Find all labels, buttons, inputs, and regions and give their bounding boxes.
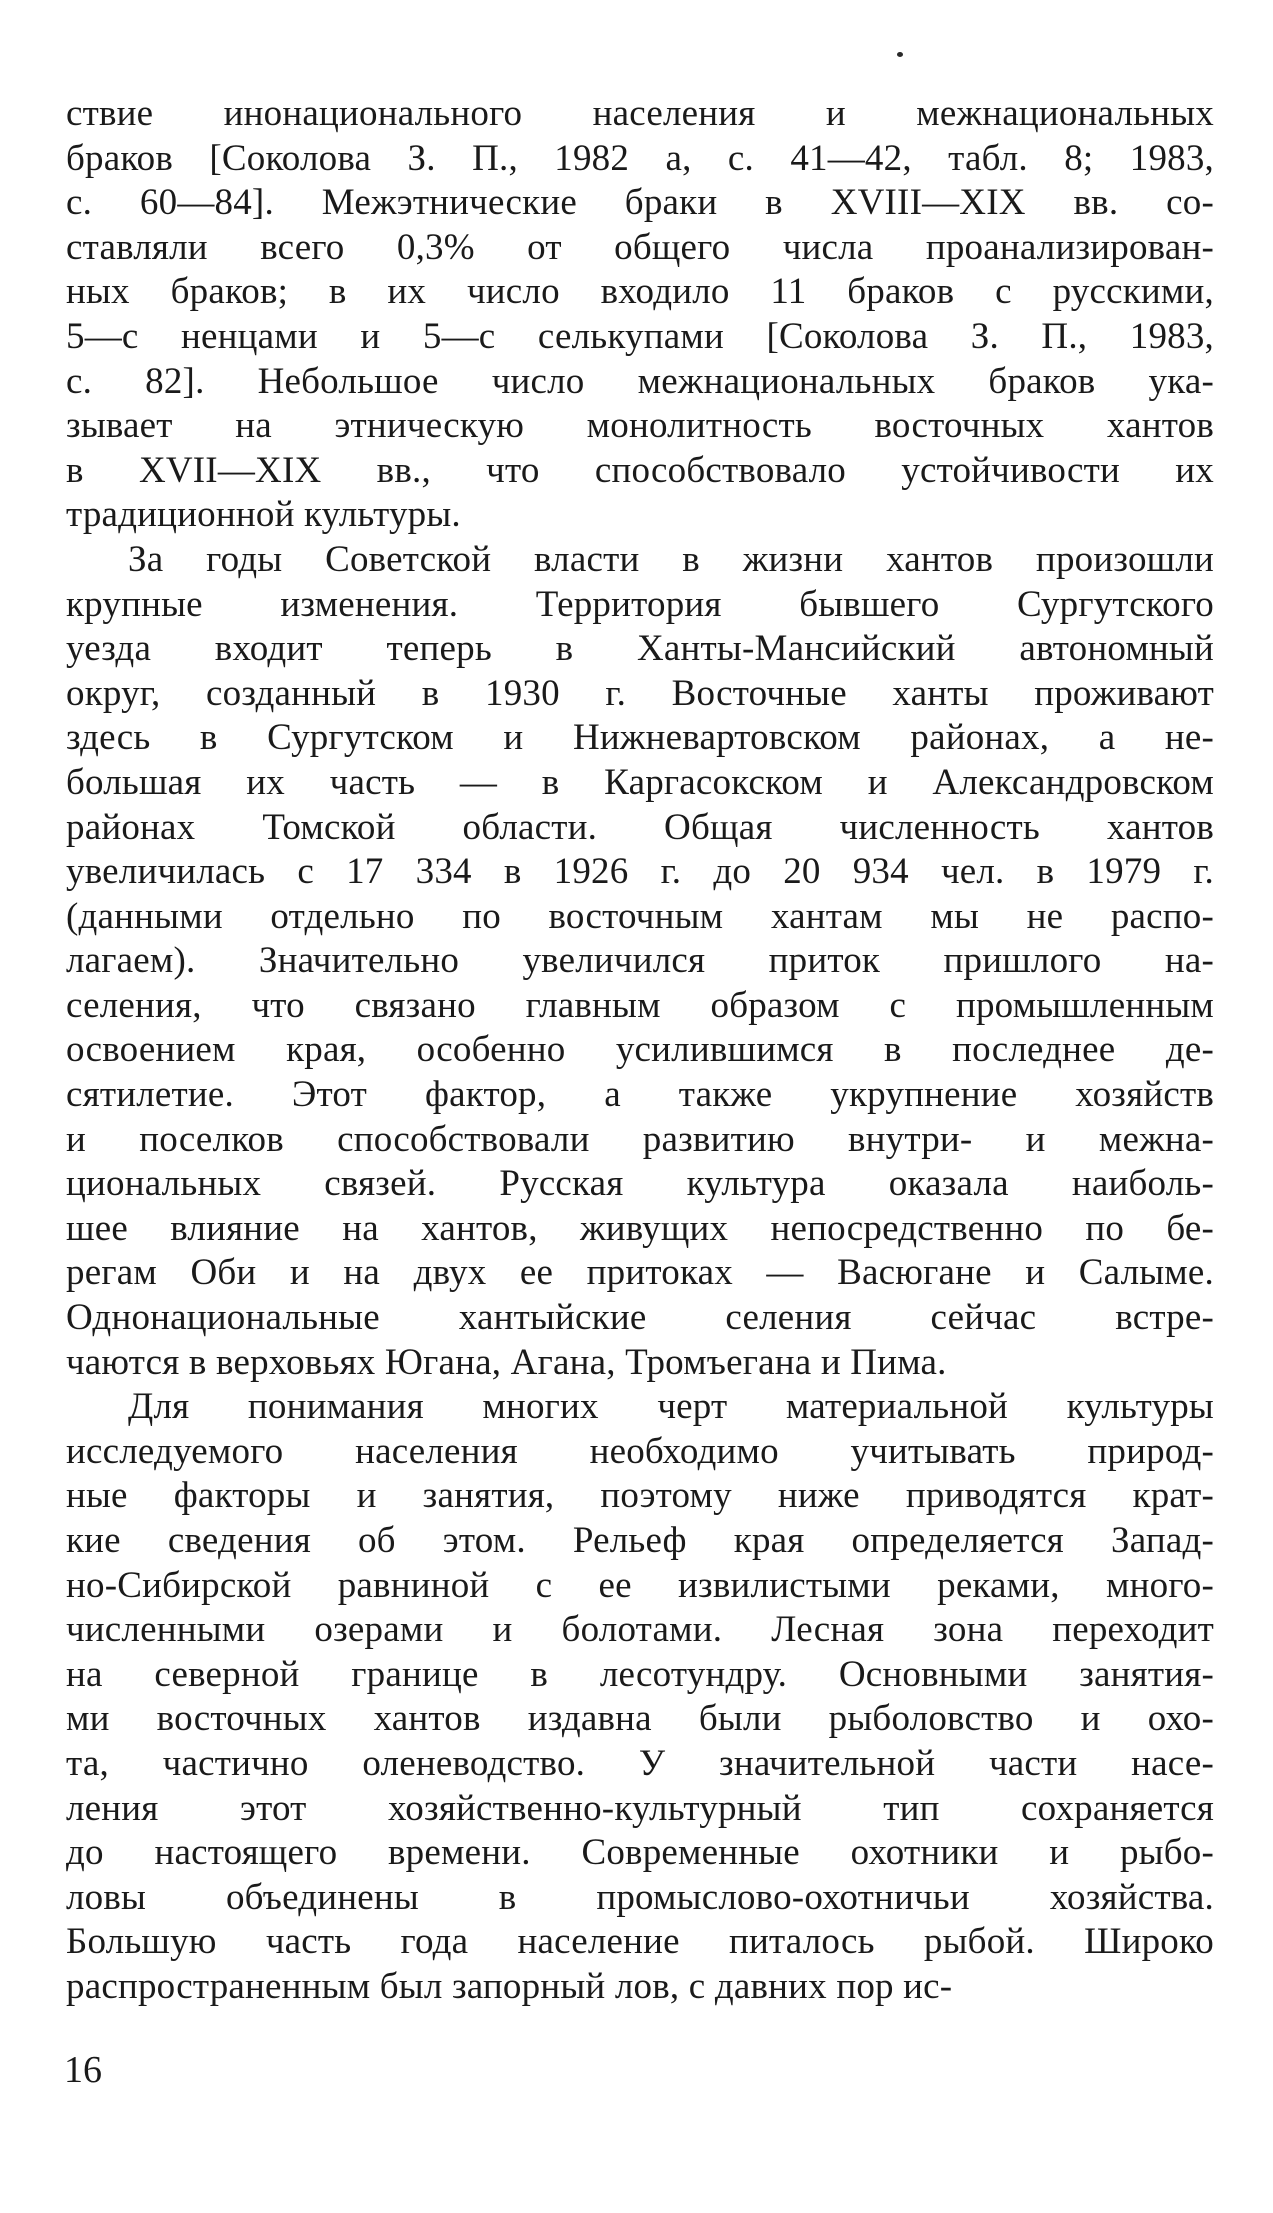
text-line: традиционной культуры.	[66, 494, 461, 536]
text-line: численными озерами и болотами. Лесная зона переходит	[66, 1609, 1214, 1651]
text-line: зывает на этническую монолитность восточных хантов	[66, 405, 1214, 447]
text-line: циональных связей. Русская культура оказала наиболь-	[66, 1163, 1214, 1205]
print-speck	[897, 52, 903, 57]
text-line: Большую часть года население питалось рыбой. Широко	[66, 1921, 1214, 1963]
text-line: чаются в верховьях Югана, Агана, Тромъегана и Пима.	[66, 1341, 947, 1383]
text-line: распространенным был запорный лов, с давних пор ис-	[66, 1965, 953, 2007]
text-line: большая их часть — в Каргасокском и Александровском	[66, 761, 1214, 803]
text-line: крупные изменения. Территория бывшего Сургутского	[66, 583, 1214, 625]
page-number: 16	[64, 2049, 102, 2091]
text-line: но-Сибирской равниной с ее извилистыми реками, много-	[66, 1564, 1214, 1606]
text-line: округ, созданный в 1930 г. Восточные ханты проживают	[66, 672, 1214, 714]
text-line: на северной границе в лесотундру. Основными занятия-	[66, 1653, 1214, 1695]
text-line: в XVII—XIX вв., что способствовало устойчивости их	[66, 449, 1214, 491]
text-line: ствие инонационального населения и межнациональных	[66, 93, 1214, 134]
text-line: сятилетие. Этот фактор, а также укрупнение хозяйств	[66, 1074, 1214, 1116]
text-line: (данными отдельно по восточным хантам мы не распо-	[66, 895, 1214, 937]
text-line: исследуемого населения необходимо учитывать природ-	[66, 1430, 1214, 1472]
text-line: браков [Соколова З. П., 1982 а, с. 41—42, табл. 8; 1983,	[66, 137, 1214, 179]
text-line: 5—с ненцами и 5—с селькупами [Соколова З. П., 1983,	[66, 315, 1214, 357]
text-line: Однонациональные хантыйские селения сейчас встре-	[66, 1297, 1214, 1339]
text-line: ные факторы и занятия, поэтому ниже приводятся крат-	[66, 1475, 1214, 1517]
text-line: до настоящего времени. Современные охотники и рыбо-	[66, 1832, 1214, 1874]
text-line: лагаем). Значительно увеличился приток пришлого на-	[66, 940, 1214, 982]
text-line: регам Оби и на двух ее притоках — Васюгане и Салыме.	[66, 1252, 1214, 1294]
text-line: с. 60—84]. Межэтнические браки в XVIII—XIX вв. со-	[66, 182, 1214, 224]
text-line: ми восточных хантов издавна были рыболовство и охо-	[66, 1698, 1214, 1740]
text-line: кие сведения об этом. Рельеф края определяется Запад-	[66, 1520, 1214, 1561]
text-line: уезда входит теперь в Ханты-Мансийский автономный	[66, 628, 1214, 670]
text-line: с. 82]. Небольшое число межнациональных браков ука-	[66, 360, 1214, 402]
body-text	[66, 92, 1214, 2010]
paragraph	[66, 538, 1214, 1385]
text-line: Для понимания многих черт материальной культуры	[128, 1386, 1214, 1428]
text-line: увеличилась с 17 334 в 1926 г. до 20 934 чел. в 1979 г.	[66, 851, 1214, 893]
text-line: ных браков; в их число входило 11 браков с русскими,	[66, 271, 1214, 313]
text-line: ловы объединены в промыслово-охотничьи хозяйства.	[66, 1876, 1214, 1918]
text-line: ления этот хозяйственно-культурный тип сохраняется	[66, 1787, 1214, 1829]
text-line: шее влияние на хантов, живущих непосредственно по бе-	[66, 1207, 1214, 1249]
text-line: освоением края, особенно усилившимся в последнее де-	[66, 1029, 1214, 1071]
text-line: ставляли всего 0,3% от общего числа проанализирован-	[66, 226, 1214, 268]
text-line: здесь в Сургутском и Нижневартовском районах, а не-	[66, 717, 1214, 759]
text-line: районах Томской области. Общая численность хантов	[66, 806, 1214, 848]
text-line: и поселков способствовали развитию внутри- и межна-	[66, 1118, 1214, 1160]
paragraph	[66, 92, 1214, 538]
text-line: та, частично оленеводство. У значительной части насе-	[66, 1742, 1214, 1784]
text-line: селения, что связано главным образом с промышленным	[66, 984, 1214, 1026]
paragraph	[66, 1385, 1214, 2009]
text-line: За годы Советской власти в жизни хантов произошли	[128, 538, 1214, 580]
